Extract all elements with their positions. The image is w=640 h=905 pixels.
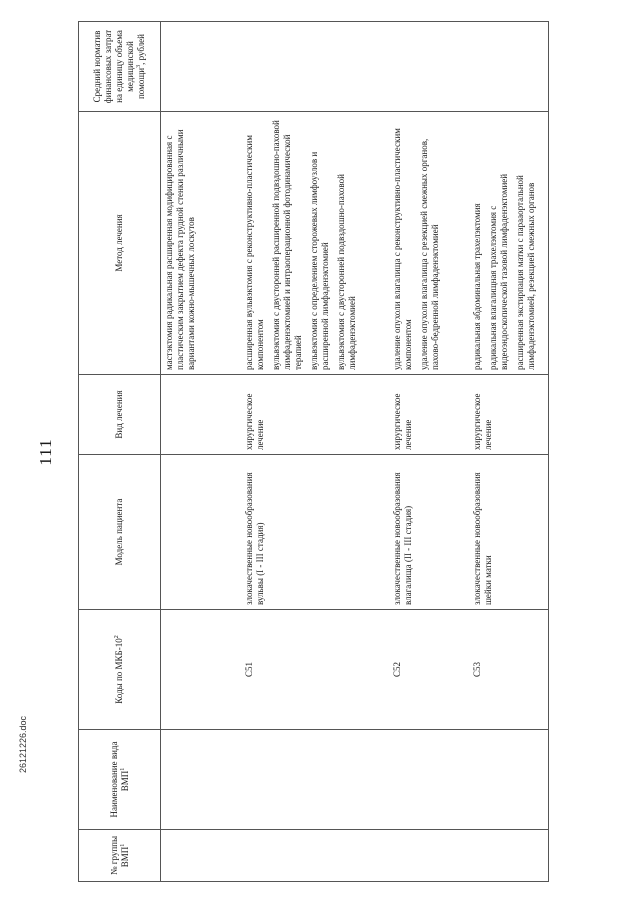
header-patient-model: Модель пациента <box>79 455 161 610</box>
method-item: вульвэктомия с двусторонней подвздошно-паховой лимфаденэктомией <box>335 174 357 370</box>
header-icd-codes: Коды по МКБ-$10^2$ <box>79 610 161 730</box>
vmp-name-cell <box>469 730 549 830</box>
cost-cell <box>469 22 549 112</box>
header-vmp-name: Наименование вида ВМП$^1$ <box>79 730 161 830</box>
header-treatment-type: Вид лечения <box>79 375 161 455</box>
table-row <box>389 22 469 882</box>
icd-code-cell <box>161 610 241 730</box>
vmp-name-cell <box>389 730 469 830</box>
table-row <box>241 22 389 882</box>
treatment-type-cell <box>161 375 241 455</box>
vmp-table <box>78 21 549 882</box>
cost-cell <box>161 22 241 112</box>
patient-model-cell: злокачественные новообразования вульвы (I - III стадия) <box>241 455 389 610</box>
group-number-cell <box>161 830 241 882</box>
vmp-name-cell <box>161 730 241 830</box>
header-average-cost: Средний норматив финансовых затрат на единицу объема медицинской помощи$^3$, рублей <box>79 22 161 112</box>
group-number-cell <box>241 830 389 882</box>
method-item: удаление опухоли влагалища с реконструктивно-пластическим компонентом <box>391 128 413 370</box>
treatment-type-cell: хирургическое лечение <box>241 375 389 455</box>
method-item: удаление опухоли влагалища с резекцией смежных органов, пахово-бедренной лимфаденэктомией <box>418 138 440 370</box>
vmp-name-cell <box>241 730 389 830</box>
method-item: расширенная вульвэктомия с реконструктивно-пластическим компонентом <box>243 135 265 370</box>
header-treatment-method: Метод лечения <box>79 112 161 375</box>
table-row <box>469 22 549 882</box>
treatment-method-cell <box>469 112 549 375</box>
header-row <box>79 22 161 882</box>
rotated-table-area <box>36 22 638 882</box>
method-item: вульвэктомия с двусторонней расширенной подвздошно-паховой лимфаденэктомией и интраоперационной фотодинамической терапией <box>270 120 303 370</box>
method-item: расширенная экстирпация матки с парааортальной лимфаденэктомией, резекцией смежных органов <box>514 175 536 370</box>
table-row <box>161 22 241 882</box>
treatment-method-cell <box>161 112 241 375</box>
patient-model-cell: злокачественные новообразования шейки матки <box>469 455 549 610</box>
method-item: мастэктомия радикальная расширенная модифицированная с пластическим закрытием дефекта грудной стенки различными вариантами кожно-мышечных лоскутов <box>164 129 196 370</box>
method-item: вульвэктомия с определением сторожевых лимфоузлов и расширенной лимфаденэктомией <box>308 151 330 370</box>
header-group-number: № группы ВМП$^1$ <box>79 830 161 882</box>
treatment-method-cell <box>389 112 469 375</box>
icd-code-cell: C53 <box>469 610 549 730</box>
treatment-method-cell <box>241 112 389 375</box>
page-number: 111 <box>36 438 55 466</box>
method-item: радикальная влагалищная трахелэктомия с видеоэндоскопической тазовой лимфаденэктомией <box>487 173 509 370</box>
icd-code-cell: C51 <box>241 610 389 730</box>
file-name-footer: 26121226.doc <box>18 715 28 773</box>
icd-code-cell: C52 <box>389 610 469 730</box>
patient-model-cell <box>161 455 241 610</box>
group-number-cell <box>389 830 469 882</box>
group-number-cell <box>469 830 549 882</box>
treatment-type-cell: хирургическое лечение <box>469 375 549 455</box>
cost-cell <box>389 22 469 112</box>
patient-model-cell: злокачественные новообразования влагалища (II - III стадия) <box>389 455 469 610</box>
cost-cell <box>241 22 389 112</box>
treatment-type-cell: хирургическое лечение <box>389 375 469 455</box>
method-item: радикальная абдоминальная трахелэктомия <box>471 203 482 370</box>
